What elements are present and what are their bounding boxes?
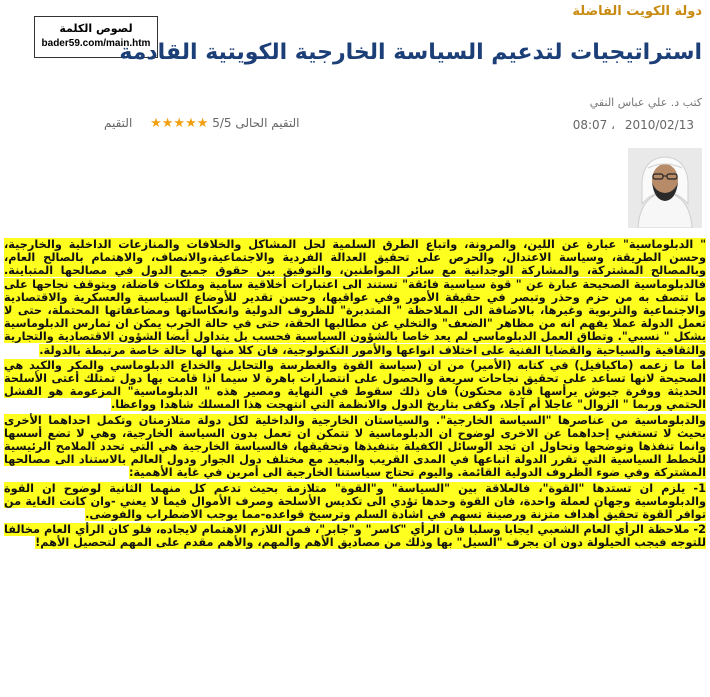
article-body — [4, 238, 706, 697]
article-paragraph-2: أما ما زعمه (ماكيافيل) في كتابه (الأمير) من ان (سياسة القوة والغطرسة والتحايل والخداع الدبلوماسي والمكر والكيد هي الصحيحة لانها تساعد على تحقيق نجاحات سريعة والحصول على انتصارات باهرة لا سيما اذا قامت بها دول تمتلك أعتى الأسلحة الحديثة ووفرة جيوش يرأسها قادة محنكون) فان ذلك سقوط في النهاية ومصير هذه " الدبلوماسية" المزعومة هو الفشل الحتمي وربما " الزوال" عاجلا أم آجلا، وكفى بتاريخ الدول والانظمة التي انتهجت هذا المسلك شاهدا وواعظا. — [4, 358, 706, 412]
article-date: 2010/02/13 — [624, 118, 694, 132]
author-photo-icon — [628, 148, 702, 228]
rating-area — [104, 116, 300, 131]
rating-current-label: التقيم الحالى 5/5 — [212, 116, 300, 130]
rating-stars-icon[interactable]: ★★★★★ — [150, 116, 209, 131]
rating-label: التقيم — [104, 116, 133, 130]
section-label[interactable]: دولة الكويت الفاضلة — [572, 4, 702, 19]
source-box-url[interactable]: bader59.com/main.htm — [41, 38, 151, 49]
article-paragraph-1: " الدبلوماسية" عبارة عن اللين، والمرونة، واتباع الطرق السلمية لحل المشاكل والخلافات والمنازعات الداخلية والخارجية، وحسن الطريقة، وسياسة الاعتدال، والحرص على تحقيق العدالة الفردية والاجتماعية،والانصاف، والاهتمام بالصالح العام، وبالمصالح المشتركة، والمشاركة الوجدانية مع سائر المواطنين، والتوفيق بين حقوق جميع الدول في مصالحها المتباينة. فالدبلوماسية الصحيحة عبارة عن " قوة سياسية فائقة" تستند الى اعتبارات أخلاقية سامية وملكات فاضلة، ويتوقف نجاحها على ما تتصف به من حزم وحذر وتبصر في حقيقة الأمور وفي عواقبها، وحسن تقدير للأوضاع السياسية والعسكرية والاقتصادية والاجتماعية والتربوية وغيرها، بالاضافة الى الملاحظة " المتدبرة" للظروف الدولية وانعكاساتها ومضاعفاتها المحتملة، حتى لا تعمل الدولة عملا يفهم انه من مظاهر "الضعف" والتخلي عن مطالبها الحقة، حتى في حالة الحرب يمكن ان تمارس الدبلوماسية بشكل " نسبي". وتطاق العمل الدبلوماسي لم يعد خاصا بالشؤون السياسية فحسب بل يتداول أيضا الشؤون الاقتصادية والتجارية والثقافية والسياحية والقضايا الفنية على اختلاف انواعها والأمور التكنولوجية، فان كلا منها لها حالة خاصة مرتبطة بالدولة. — [4, 238, 706, 357]
article-paragraph-4: 1- يلزم ان تستدها "القوة"، فالعلاقة بين "السياسة" و"القوة" متلازمة بحيث تدعم كل منهما الثانية لوضوح ان القوة والدبلوماسية وجهان لعملة واحدة، فان القوة وحدها تؤدي الى تكديس الأسلحة وصرف الأموال فيما لا يعني -وان كانت الغاية من توافر القوة تحقيق أهداف متزنة ورصينة تسهم في اشادة السلم وترسيخ قواعده-مما يوجب الاضطراب والفوضى. — [4, 481, 706, 522]
article-paragraph-5: 2- ملاحظة الرأي العام الشعبي ايجابا وسلبا فان الرأي "كاسر" و"جابر"، فمن اللازم الاهتمام لايجاده، فلو كان الرأي العام مخالفا للتوجه فيجب الحيلولة دون ان يجرف "السيل" بها وذلك من مصاديق الأهم والمهم، والأهم مقدم على المهم لتحصيل الأهم! — [4, 523, 706, 550]
author-byline: كتب د. علي عباس النقي — [589, 96, 702, 109]
article-paragraph-3: والدبلوماسية من عناصرها "السياسة الخارجية". والسياستان الخارجية والداخلية لكل دولة متلازمتان وتكمل احداهما الأخرى بحيث لا تستغني إحداهما عن الاخرى لوضوح ان الدبلوماسية لا تتمكن ان تعمل بدون السياسة الخارجية، وهي لا تضع أسسها وانما تنفذها وتوضحها وتحاول ان تجد الوسائل الكفيلة بتنفيذها وتحقيقها، فالسياسة الخارجية هي التي تحدد الملامح الرئيسية للخطط السياسية التي تقرر الدولة اتباعها في المدى القريب والبعيد مع مختلف دول الجوار ودول العالم بالاستناد الى مصالحها المشتركة وفي ضوء الظروف الدولية القائمة. واليوم تحتاج سياستنا الخارجية الى أمرين في غاية الأهمية: — [4, 413, 706, 480]
source-box-title: لصوص الكلمة — [59, 22, 133, 35]
article-time: 08:07 ، — [572, 118, 615, 132]
article-title: استراتيجيات لتدعيم السياسة الخارجية الكويتية القادمة — [119, 40, 702, 65]
